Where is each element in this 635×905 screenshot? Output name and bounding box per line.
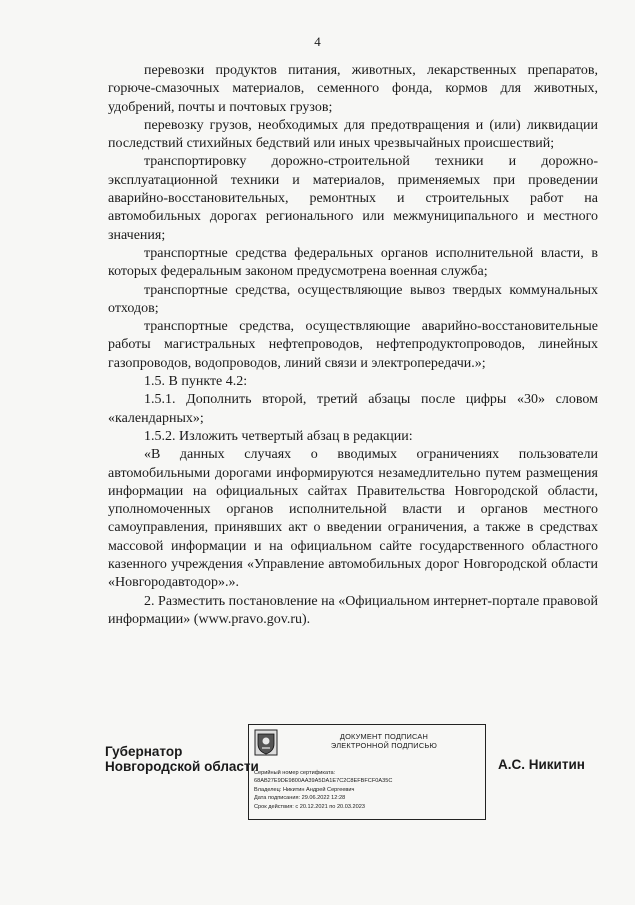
stamp-heading <box>289 732 479 750</box>
paragraph: транспортные средства, осуществляющие аварийно-восстановительные работы магистральных нефтепроводов, нефтепродуктопроводов, линейных газопроводов, водопроводов, линий связи и электропередачи.»; <box>108 319 598 371</box>
paragraph: 1.5.1. Дополнить второй, третий абзацы после цифры «30» словом «календарных»; <box>108 392 598 426</box>
signatory-position <box>105 744 259 774</box>
document-body <box>108 62 598 629</box>
stamp-serial: 68AB27E9DE9800AA39A5DA1E7C2C8EFBFCF0A35C <box>254 778 393 785</box>
position-line: Новгородской области <box>105 759 259 774</box>
electronic-signature-stamp <box>248 724 486 820</box>
stamp-serial-label: Серийный номер сертификата: <box>254 770 336 776</box>
paragraph: транспортировку дорожно-строительной техники и дорожно-эксплуатационной техники и материалов, применяемых при проведении аварийно-восстановительных, ремонтных и строительных работ на автомобильных дорогах регионального или межмуниципального и местного значения; <box>108 154 598 243</box>
stamp-validity: Срок действия: с 20.12.2021 по 20.03.2023 <box>254 803 365 810</box>
paragraph: 1.5. В пункте 4.2: <box>144 374 248 390</box>
page-number: 4 <box>314 34 321 49</box>
paragraph: 2. Разместить постановление на «Официальном интернет-портале правовой информации» (www.pravo.gov.ru). <box>108 593 598 627</box>
stamp-details <box>254 769 482 811</box>
coat-of-arms-icon <box>254 729 278 756</box>
paragraph: перевозку грузов, необходимых для предотвращения и (или) ликвидации последствий стихийных бедствий или иных чрезвычайных происшествий; <box>108 117 598 152</box>
paragraph: 1.5.2. Изложить четвертый абзац в редакции: <box>144 428 413 444</box>
paragraph: перевозки продуктов питания, животных, лекарственных препаратов, горюче-смазочных материалов, семенного фонда, кормов для животных, удобрений, почты и почтовых грузов; <box>108 63 598 115</box>
stamp-heading-line: ЭЛЕКТРОННОЙ ПОДПИСЬЮ <box>330 741 438 750</box>
paragraph: транспортные средства, осуществляющие вывоз твердых коммунальных отходов; <box>108 282 598 316</box>
stamp-owner: Владелец: Никитин Андрей Сергеевич <box>254 786 355 793</box>
position-line: Губернатор <box>105 744 183 759</box>
paragraph: транспортные средства федеральных органов исполнительной власти, в которых федеральным законом предусмотрена военная служба; <box>108 245 598 280</box>
signatory-name: А.С. Никитин <box>498 757 585 772</box>
stamp-heading-line: ДОКУМЕНТ ПОДПИСАН <box>339 732 429 741</box>
stamp-signed-date: Дата подписания: 29.06.2022 12:28 <box>254 795 346 802</box>
paragraph: «В данных случаях о вводимых ограничениях пользователи автомобильными дорогами информируются незамедлительно путем размещения информации на официальных сайтах Правительства Новгородской области, уполномоченных органов исполнительной власти и органов местного самоуправления, принявших акт о введении ограничения, а также в средствах массовой информации и на официальном сайте государственного областного казенного учреждения «Управление автомобильных дорог Новгородской области «Новгородавтодор».». <box>108 447 598 591</box>
